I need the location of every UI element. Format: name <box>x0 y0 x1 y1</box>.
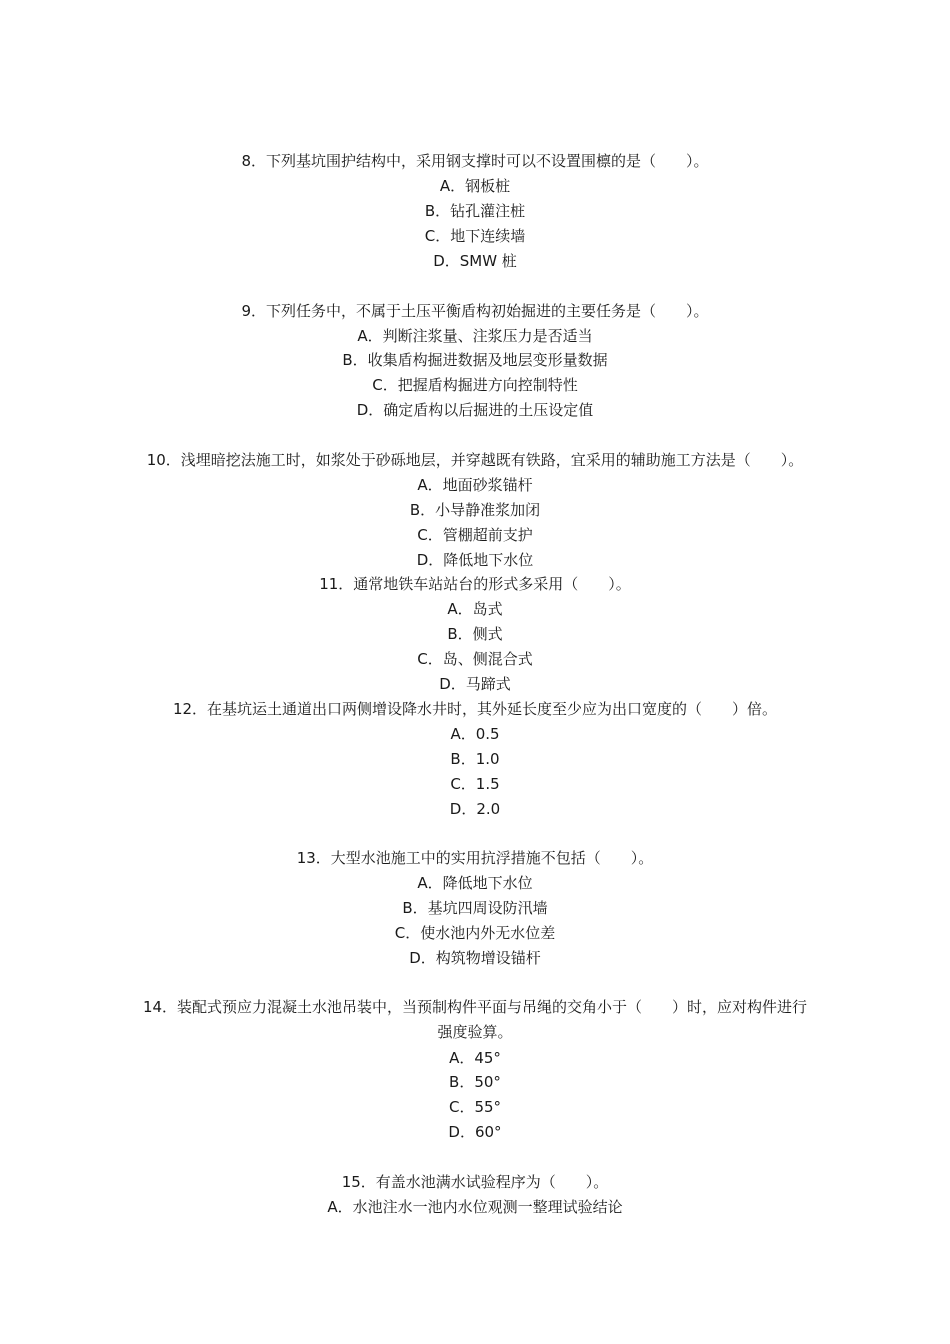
question-14-option-c: C．55° <box>448 1098 502 1116</box>
question-12-option-d: D．2.0 <box>449 800 501 818</box>
question-12-option-a: A．0.5 <box>450 725 500 743</box>
question-15-option-a: A．水池注水一池内水位观测一整理试验结论 <box>327 1198 623 1216</box>
question-8-option-a: A．钢板桩 <box>439 177 511 195</box>
question-14-option-b: B．50° <box>449 1073 501 1091</box>
question-15-stem: 15．有盖水池满水试验程序为（ ）。 <box>341 1173 609 1191</box>
question-10-stem: 10．浅埋暗挖法施工时，如浆处于砂砾地层，并穿越既有铁路，宜采用的辅助施工方法是（ ）。 <box>146 451 804 469</box>
question-14-option-a: A．45° <box>449 1049 501 1067</box>
question-14-stem: 14．装配式预应力混凝土水池吊装中，当预制构件平面与吊绳的交角小于（ ）时，应对构件进行强度验算。 <box>142 998 808 1041</box>
question-8-option-b: B．钻孔灌注桩 <box>424 202 526 220</box>
question-14-option-d: D．60° <box>448 1123 502 1141</box>
question-13-option-b: B．基坑四周设防汛墙 <box>402 899 548 917</box>
question-11-option-c: C．岛、侧混合式 <box>417 650 533 668</box>
question-9-option-a: A．判断注浆量、注浆压力是否适当 <box>357 327 593 345</box>
question-9-option-b: B．收集盾构掘进数据及地层变形量数据 <box>342 351 608 369</box>
question-13-option-d: D．构筑物增设锚杆 <box>409 949 541 967</box>
question-12-option-b: B．1.0 <box>450 750 500 768</box>
question-12-option-c: C．1.5 <box>450 775 500 793</box>
question-13-option-c: C．使水池内外无水位差 <box>394 924 556 942</box>
question-10-option-c: C．管棚超前支护 <box>417 526 533 544</box>
question-11-option-d: D．马蹄式 <box>439 675 511 693</box>
question-13-option-a: A．降低地下水位 <box>417 874 533 892</box>
question-9-option-d: D．确定盾构以后掘进的土压设定值 <box>356 401 594 419</box>
question-11-option-a: A．岛式 <box>447 600 503 618</box>
question-8-stem: 8．下列基坑围护结构中，采用钢支撑时可以不设置围檩的是（ ）。 <box>241 152 709 170</box>
question-10-option-b: B．小导静准浆加闭 <box>409 501 541 519</box>
question-10-option-a: A．地面砂浆锚杆 <box>417 476 533 494</box>
question-9-option-c: C．把握盾构掘进方向控制特性 <box>372 376 578 394</box>
question-12-stem: 12．在基坑运土通道出口两侧增设降水井时，其外延长度至少应为出口宽度的（ ）倍。 <box>172 700 778 718</box>
question-13-stem: 13．大型水池施工中的实用抗浮措施不包括（ ）。 <box>296 849 654 867</box>
question-9-stem: 9．下列任务中，不属于土压平衡盾构初始掘进的主要任务是（ ）。 <box>241 302 709 320</box>
question-11-stem: 11．通常地铁车站站台的形式多采用（ ）。 <box>319 575 631 593</box>
question-10-option-d: D．降低地下水位 <box>416 551 534 569</box>
question-8-option-c: C．地下连续墙 <box>424 227 526 245</box>
question-8-option-d: D．SMW 桩 <box>433 252 517 270</box>
question-11-option-b: B．侧式 <box>447 625 503 643</box>
